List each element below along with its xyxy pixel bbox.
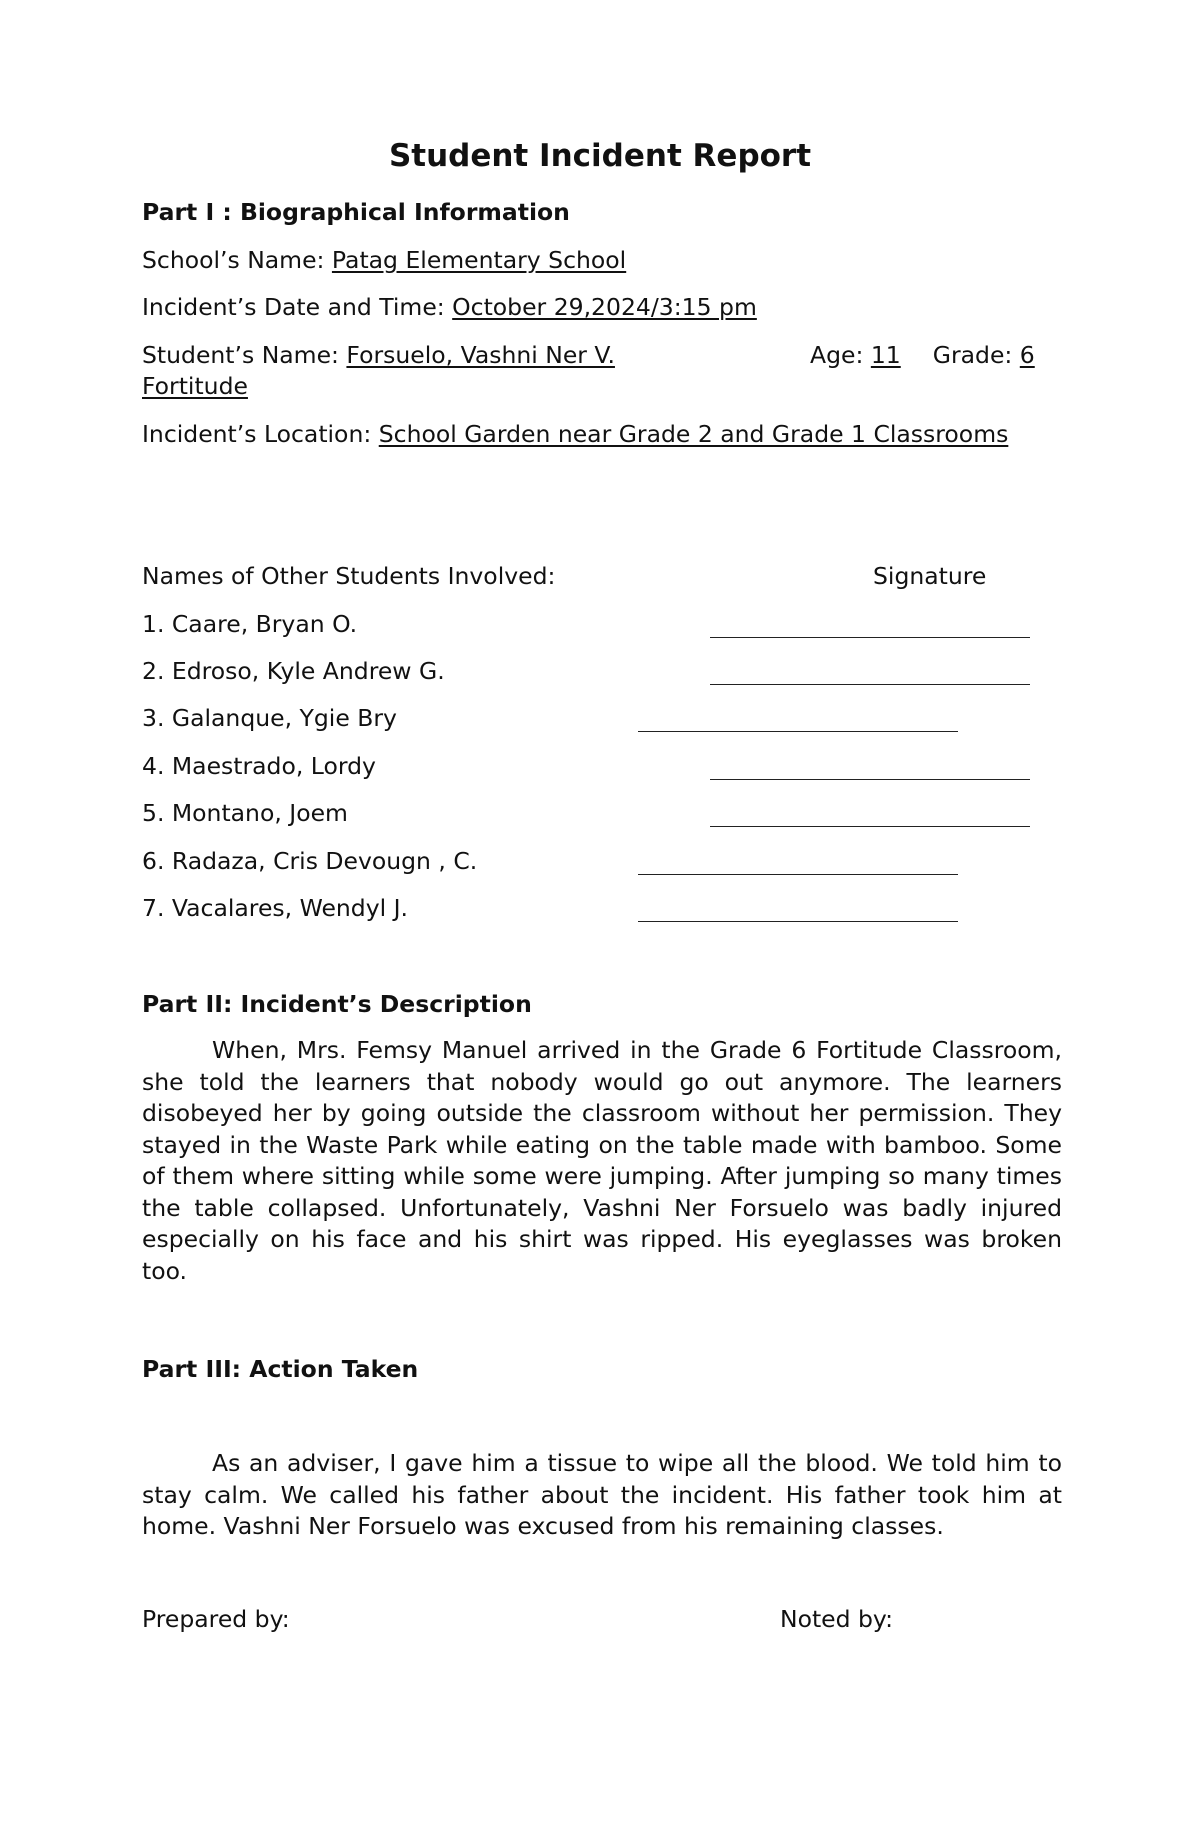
student-list-item: 4. Maestrado, Lordy [142, 752, 376, 780]
student-list-item: 3. Galanque, Ygie Bry [142, 704, 397, 732]
grade-value: 6 [1019, 341, 1035, 369]
signature-header: Signature [873, 562, 987, 590]
signature-line [710, 779, 1030, 780]
age-value: 11 [870, 341, 901, 369]
student-label: Student’s Name: [142, 341, 347, 369]
datetime-label: Incident’s Date and Time: [142, 293, 453, 321]
age-grade-row [810, 341, 1047, 369]
student-row [142, 341, 615, 369]
prepared-by-label: Prepared by: [142, 1605, 290, 1633]
student-list-item: 6. Radaza, Cris Devougn , C. [142, 847, 478, 875]
student-list-item: 1. Caare, Bryan O. [142, 610, 358, 638]
part1-heading: Part I : Biographical Information [142, 198, 570, 226]
signature-line [710, 826, 1030, 827]
part3-heading: Part III: Action Taken [142, 1355, 419, 1383]
student-list-item: 7. Vacalares, Wendyl J. [142, 894, 409, 922]
noted-by-label: Noted by: [780, 1605, 894, 1633]
signature-line [710, 637, 1030, 638]
signature-line [638, 874, 958, 875]
student-list-item: 2. Edroso, Kyle Andrew G. [142, 657, 445, 685]
action-taken-text: As an adviser, I gave him a tissue to wipe all the blood. We told him to stay calm. We called his father about the incident. His father took him at home. Vashni Ner Forsuelo was excused from his remaining classes. [142, 1449, 1062, 1540]
location-value: School Garden near Grade 2 and Grade 1 Classrooms [378, 420, 1009, 448]
school-value: Patag Elementary School [331, 246, 627, 274]
school-label: School’s Name: [142, 246, 332, 274]
student-list-item: 5. Montano, Joem [142, 799, 348, 827]
grade-label: Grade: [932, 341, 1020, 369]
datetime-row [142, 293, 757, 321]
page-title: Student Incident Report [388, 138, 812, 174]
signature-line [638, 731, 958, 732]
location-row [142, 420, 1008, 448]
signature-line [710, 684, 1030, 685]
other-students-label: Names of Other Students Involved: [142, 562, 556, 590]
location-label: Incident’s Location: [142, 420, 379, 448]
datetime-value: October 29,2024/3:15 pm [452, 293, 757, 321]
part2-heading: Part II: Incident’s Description [142, 990, 532, 1018]
age-label: Age: [810, 341, 871, 369]
incident-description: When, Mrs. Femsy Manuel arrived in the Grade 6 Fortitude Classroom, she told the learners that nobody would go out anymore. The learners disobeyed her by going outside the classroom without her permission. They stayed in the Waste Park while eating on the table made with bamboo. Some of them where sitting while some were jumping. After jumping so many times the table collapsed. Unfortunately, Vashni Ner Forsuelo was badly injured especially on his face and his shirt was ripped. His eyeglasses was broken too. [142, 1036, 1062, 1285]
signature-line [638, 921, 958, 922]
school-row [142, 246, 626, 274]
student-value: Forsuelo, Vashni Ner V. [346, 341, 615, 369]
grade-section-value: Fortitude [142, 372, 248, 400]
grade-section-row [142, 372, 248, 400]
